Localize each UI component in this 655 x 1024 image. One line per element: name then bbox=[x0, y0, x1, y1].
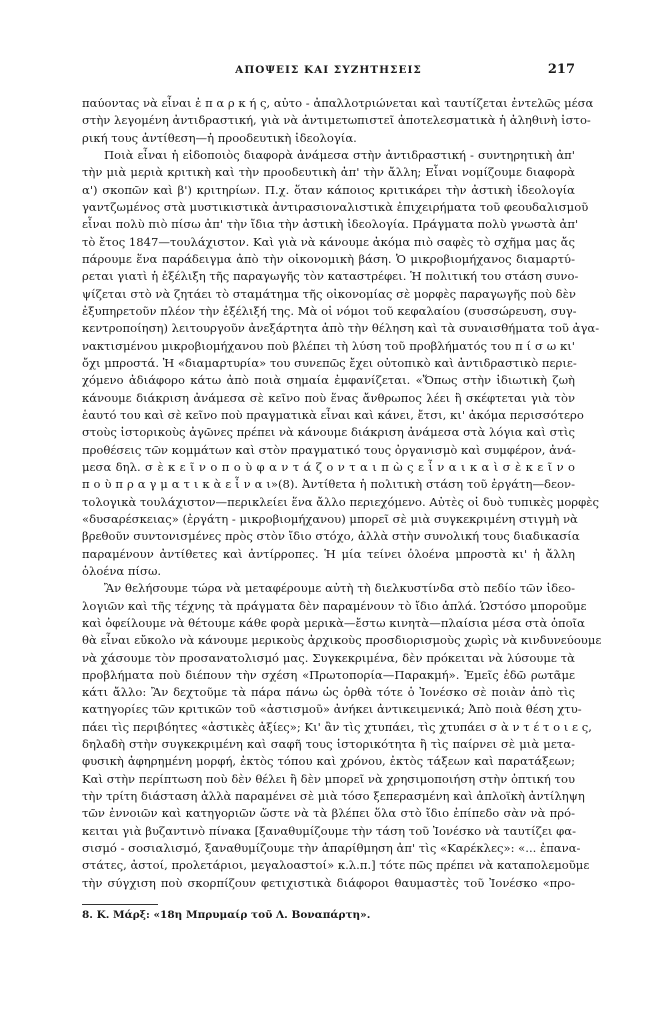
text-line: ὁλοένα πίσω. bbox=[82, 563, 162, 578]
text-line: τὸ ἔτος 1847—τουλάχιστον. Καὶ γιὰ νὰ κάνουμε ἀκόμα πιὸ σαφὲς τὸ σχῆμα μας ἄς bbox=[82, 234, 575, 249]
text-line: πάρουμε ἕνα παράδειγμα ἀπὸ τὴν οἰκονομικὴ βάση. Ὁ μικροβιομήχανος διαμαρτύ- bbox=[82, 251, 575, 266]
text-line: τῶν ἐννοιῶν καὶ κατηγοριῶν ὥστε νὰ τὰ βλέπει ὅλα στὸ ἴδιο ἐπίπεδο σὰν νὰ πρό- bbox=[82, 806, 575, 821]
text-line: κειται γιὰ βυζαντινὸ πίνακα [ξαναθυμίζουμε τὴν τάση τοῦ Ἰονέσκο νὰ ταυτίζει φα- bbox=[82, 823, 577, 838]
text-line: ρική τους ἀντίθεση—ἡ προοδευτικὴ ἰδεολογία. bbox=[82, 130, 357, 145]
text-line: γαντζωμένος στὰ μυστικιστικὰ ἀντιρασιοναλιστικὰ ἐπιχειρήματα τοῦ φεουδαλισμοῦ bbox=[82, 199, 589, 214]
text-line: στὴν λεγομένη ἀντιδραστική, γιὰ νὰ ἀντιμετωπιστεῖ ἀποτελεσματικὰ ἡ ἀληθινὴ ἱστο- bbox=[82, 113, 591, 128]
text-line: προθέσεις τῶν κομμάτων καὶ στὸν πραγματικό τους ὀργανισμὸ καὶ συμφέρον, ἀνά- bbox=[82, 442, 576, 457]
text-line: ὄχι μπροστά. Ἡ «διαμαρτυρία» του συνεπῶς ἔχει οὐτοπικὸ καὶ ἀντιδραστικὸ περιε- bbox=[82, 355, 577, 370]
text-line: φυσικὴ ἀφηρημένη μορφή, ἐκτὸς τόπου καὶ χρόνου, ἐκτὸς τάξεων καὶ παρατάξεων; bbox=[82, 754, 575, 769]
text-line: εἶναι πολὺ πιὸ πίσω ἀπ' τὴν ἴδια τὴν ἀστικὴ ἰδεολογία. Πράγματα πολὺ γνωστὰ ἀπ' bbox=[82, 217, 579, 232]
page-header bbox=[82, 62, 575, 80]
text-line: σισμό - σοσιαλισμό, ξαναθυμίζουμε τὴν ἀπαρίθμηση ἀπ' τὶς «Καρέκλες»: «... ἐπανα- bbox=[82, 841, 581, 856]
running-title: ΑΠΟΨΕΙΣ ΚΑΙ ΣΥΖΗΤΗΣΕΙΣ bbox=[235, 64, 422, 76]
text-line: παύοντας νὰ εἶναι ἐ π α ρ κ ή ς, αὐτο - ἀπαλλοτριώνεται καὶ ταυτίζεται ἐντελῶς μέσα bbox=[82, 96, 594, 110]
text-line: δηλαδὴ στὴν συγκεκριμένη καὶ σαφῆ τους ἱστορικότητα ἢ τὶς παίρνει σὲ μιὰ μετα- bbox=[82, 737, 575, 752]
text-line: Καὶ στὴν περίπτωση ποὺ δὲν θέλει ἢ δὲν μπορεῖ νὰ χρησιμοποιήση στὴν ὀπτική του bbox=[82, 771, 575, 786]
text-line: Ἂν θελήσουμε τώρα νὰ μεταφέρουμε αὐτὴ τὴ διελκυστίνδα στὸ πεδίο τῶν ἰδεο- bbox=[104, 581, 575, 596]
text-line: στάτες, ἀστοί, προλετάριοι, μεγαλοαστοί» κ.λ.π.] τότε πῶς πρέπει νὰ καταπολεμοῦμε bbox=[82, 858, 590, 873]
text-line: κατηγορίες τῶν κριτικῶν τοῦ «ἀστισμοῦ» ἀνήκει ἀντικειμενικά; Ἀπὸ ποιὰ θέση χτυ- bbox=[82, 702, 582, 717]
text-line: «δυσαρέσκειας» (ἐργάτη - μικροβιομήχανου) μπορεῖ σὲ μιὰ συγκεκριμένη στιγμὴ νὰ bbox=[82, 511, 578, 526]
text-line: τὴν μιὰ μεριὰ κριτικὴ καὶ τὴν προοδευτικὴ ἀπ' τὴν ἄλλη; Εἶναι νομίζουμε διαφορὰ bbox=[82, 165, 575, 180]
text-line: Ποιὰ εἶναι ἡ εἰδοποιὸς διαφορὰ ἀνάμεσα στὴν ἀντιδραστική - συντηρητικὴ ἀπ' bbox=[104, 147, 575, 162]
text-line: ψίζεται στὸ νὰ ζητάει τὸ σταμάτημα τῆς οἰκονομίας σὲ μορφὲς παραγωγῆς ποὺ δὲν bbox=[82, 286, 576, 301]
text-line: κεντροποίηση) λειτουργοῦν ἀνεξάρτητα ἀπὸ τὴν θέληση καὶ τὰ συναισθήματα τοῦ ἀγα- bbox=[82, 321, 600, 336]
text-line: πάει τὶς περιβόητες «ἀστικὲς ἀξίες»; Κι' ἂν τὶς χτυπάει, τὶς χτυπάει σ ὰ ν τ έ τ ο ι ε ς, bbox=[82, 719, 592, 734]
text-line: τολογικὰ τουλάχιστον—περικλείει ἕνα ἄλλο περιεχόμενο. Αὐτὲς οἱ δυὸ τυπικὲς μορφὲς bbox=[82, 494, 599, 509]
text-line: ἑαυτό του καὶ σὲ κεῖνο ποὺ πραγματικὰ εἶναι καὶ κάνει, ἔτσι, κι' ἀκόμα περισσότερο bbox=[82, 407, 584, 422]
text-line: α') σκοπῶν καὶ β') κριτηρίων. Π.χ. ὅταν κάποιος κριτικάρει τὴν ἀστικὴ ἰδεολογία bbox=[82, 182, 575, 197]
text-line: προβλήματα ποὺ διέπουν τὴν σχέση «Πρωτοπορία—Παρακμή». Ἐμεῖς ἐδῶ ρωτᾶμε bbox=[82, 667, 575, 682]
text-line: νὰ χάσουμε τὸν προσανατολισμό μας. Συγκεκριμένα, δὲν πρόκειται νὰ λύσουμε τὰ bbox=[82, 650, 575, 665]
text-line: τὴν σύγχιση ποὺ σκορπίζουν φετιχιστικὰ διάφοροι θαυμαστὲς τοῦ Ἰονέσκο «προ- bbox=[82, 875, 575, 890]
text-line: π ο ὺ π ρ α γ μ α τ ι κ ὰ ε ἶ ν α ι»(8). Ἀντίθετα ἡ πολιτικὴ στάση τοῦ ἐργάτη—δεον- bbox=[82, 477, 575, 492]
footnote-divider bbox=[82, 904, 158, 905]
text-line: ρεται γιατὶ ἡ ἐξέλιξη τῆς παραγωγῆς τὸν καταστρέφει. Ἡ πολιτική του στάση συνο- bbox=[82, 269, 579, 284]
text-line: κάτι ἄλλο: Ἂν δεχτοῦμε τὰ πάρα πάνω ὡς ὀρθὰ τότε ὁ Ἰονέσκο σὲ ποιὰν ἀπὸ τὶς bbox=[82, 685, 575, 700]
footnote: 8. Κ. Μάρξ: «18η Μπρυμαίρ τοῦ Λ. Βοναπάρτη». bbox=[82, 909, 371, 921]
text-line: λογιῶν καὶ τῆς τέχνης τὰ πράγματα δὲν παραμένουν τὸ ἴδιο ἁπλά. Ὡστόσο μποροῦμε bbox=[82, 598, 587, 613]
text-line: βρεθοῦν συντονισμένες πρὸς στὸν ἴδιο στόχο, ἀλλὰ στὴν συνολική τους διαδικασία bbox=[82, 529, 580, 544]
text-line: παραμένουν ἀντίθετες καὶ ἀντίρροπες. Ἡ μία τείνει ὁλοένα μπροστὰ κι' ἡ ἄλλη bbox=[82, 546, 575, 561]
text-line: στοὺς ἱστορικοὺς ἀγῶνες πρέπει νὰ κάνουμε διάκριση ἀνάμεσα στὰ λόγια καὶ στὶς bbox=[82, 425, 575, 440]
page-number: 217 bbox=[547, 62, 575, 77]
text-line: θὰ εἶναι εὔκολο νὰ κάνουμε μερικοὺς ἀρχικοὺς προσδιορισμοὺς χωρὶς νὰ κινδυνεύουμε bbox=[82, 633, 602, 648]
text-line: τὴν τρίτη διάσταση ἀλλὰ παραμένει σὲ μιὰ τόσο ξεπερασμένη καὶ ἁπλοϊκὴ ἀντίληψη bbox=[82, 789, 585, 804]
text-line: χόμενο ἀδιάφορο κάτω ἀπὸ ποιὰ σημαία ἐμφανίζεται. «Ὅπως στὴν ἰδιωτικὴ ζωὴ bbox=[82, 373, 575, 388]
text-line: καὶ ὀφείλουμε νὰ θέτουμε κάθε φορὰ μερικὰ—ἔστω κινητὰ—πλαίσια μέσα στὰ ὁποῖα bbox=[82, 615, 585, 630]
text-line: κάνουμε διάκριση ἀνάμεσα σὲ κεῖνο ποὺ ἕνας ἄνθρωπος λέει ἢ σκέφτεται γιὰ τὸν bbox=[82, 390, 575, 405]
text-line: μεσα δηλ. σ ὲ κ ε ῖ ν ο π ο ὺ φ α ν τ ά ζ ο ν τ α ι π ὼ ς ε ἶ ν α ι κ α ὶ σ ὲ κ ε ῖ ν ο bbox=[82, 459, 575, 474]
text-line: ἐξυπηρετοῦν πλέον τὴν ἐξέλιξή της. Μὰ οἱ νόμοι τοῦ κεφαλαίου (συσσώρευση, συγ- bbox=[82, 303, 577, 318]
text-line: νακτισμένου μικροβιομήχανου ποὺ βλέπει τὴ λύση τοῦ προβλήματός του π ί σ ω κι' bbox=[82, 338, 575, 353]
body-text bbox=[82, 95, 602, 892]
